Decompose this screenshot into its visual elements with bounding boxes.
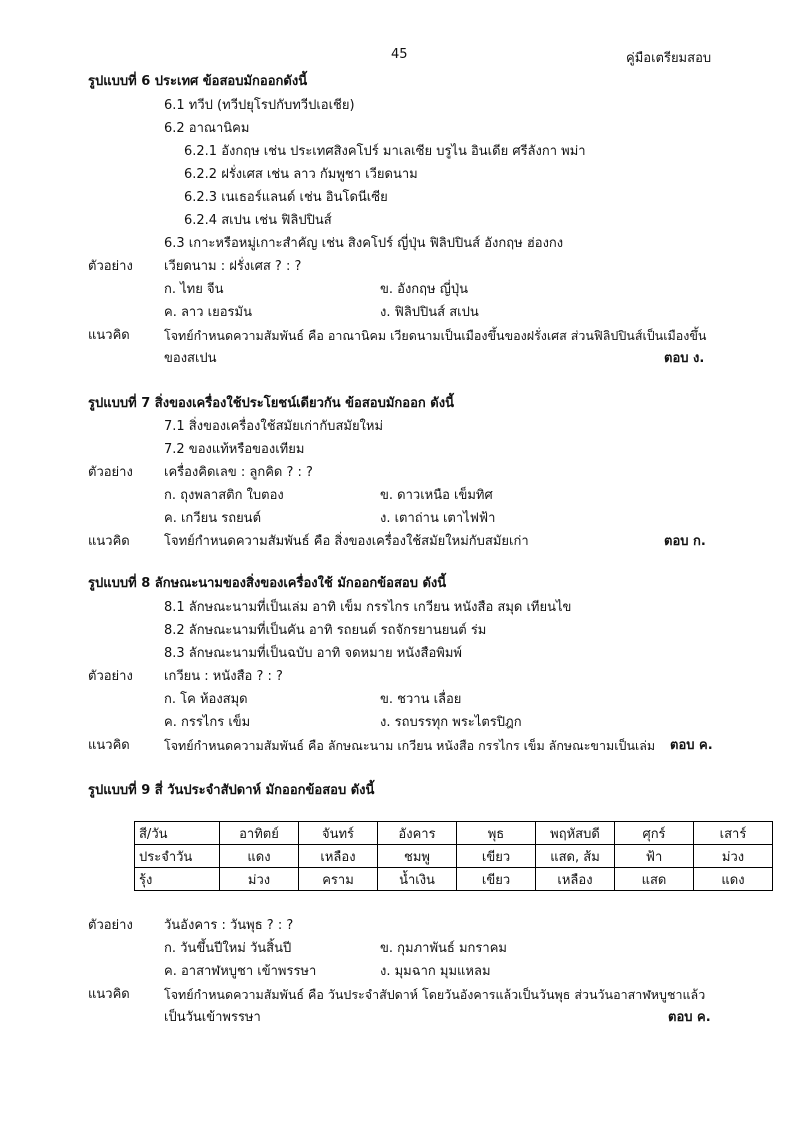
table-header-cell: อังคาร [378,822,457,845]
s6-line-2: 6.2 อาณานิคม [164,121,250,136]
s8-concept-label: แนวคิด [88,738,130,753]
s6-line-4: 6.2.2 ฝรั่งเศส เช่น ลาว กัมพูชา เวียดนาม [184,167,418,182]
s9-concept-label: แนวคิด [88,987,130,1002]
s7-line-2: 7.2 ของแท้หรือของเทียม [164,442,305,457]
s6-line-5: 6.2.3 เนเธอร์แลนด์ เช่น อินโดนีเซีย [184,190,388,205]
table-cell: ชมพู [378,845,457,868]
table-cell: เขียว [457,845,536,868]
table-cell: เหลือง [299,845,378,868]
table-cell: แสด [615,868,694,891]
s9-option-c: ค. อาสาฬหบูชา เข้าพรรษา [164,964,317,979]
s6-line-7: 6.3 เกาะหรือหมู่เกาะสำคัญ เช่น สิงคโปร์ ญี่ปุ่น ฟิลิปปินส์ อังกฤษ ฮ่องกง [164,236,564,251]
s7-concept-label: แนวคิด [88,534,130,549]
table-cell: ม่วง [694,845,773,868]
s9-option-a: ก. วันขึ้นปีใหม่ วันสิ้นปี [164,941,292,956]
section-9-title: รูปแบบที่ 9 สี่ วันประจำสัปดาห์ มักออกข้อสอบ ดังนี้ [88,783,375,798]
table-cell: ประจำวัน [135,845,220,868]
s8-option-a: ก. โค ห้องสมุด [164,692,248,707]
s8-answer: ตอบ ค. [670,738,713,753]
s6-line-6: 6.2.4 สเปน เช่น ฟิลิปปินส์ [184,213,332,228]
s9-question: วันอังคาร : วันพุธ ? : ? [164,918,294,933]
table-header-cell: อาทิตย์ [220,822,299,845]
s8-option-d: ง. รถบรรทุก พระไตรปิฎก [380,715,522,730]
s7-answer: ตอบ ก. [664,534,706,549]
s6-answer: ตอบ ง. [664,351,705,366]
section-6-title: รูปแบบที่ 6 ประเทศ ข้อสอบมักออกดังนี้ [88,74,308,89]
s8-example-label: ตัวอย่าง [88,669,133,684]
s6-example-label: ตัวอย่าง [88,259,133,274]
s6-concept-line-2: ของสเปน [164,351,217,366]
table-cell: ฟ้า [615,845,694,868]
s6-option-c: ค. ลาว เยอรมัน [164,305,252,320]
s7-question: เครื่องคิดเลข : ลูกคิด ? : ? [164,465,313,480]
s8-line-3: 8.3 ลักษณะนามที่เป็นฉบับ อาทิ จดหมาย หนังสือพิมพ์ [164,646,462,661]
page-number: 45 [391,47,408,62]
s7-option-a: ก. ถุงพลาสติก ใบตอง [164,488,284,503]
s9-concept-line-2: เป็นวันเข้าพรรษา [164,1010,261,1025]
s9-answer: ตอบ ค. [668,1010,711,1025]
table-row [135,845,773,868]
s7-concept-line-1: โจทย์กำหนดความสัมพันธ์ คือ สิ่งของเครื่องใช้สมัยใหม่กับสมัยเก่า [164,534,529,549]
table-cell: แดง [220,845,299,868]
table-cell: น้ำเงิน [378,868,457,891]
s7-example-label: ตัวอย่าง [88,465,133,480]
s6-option-b: ข. อังกฤษ ญี่ปุ่น [380,282,468,297]
s8-concept-line-1: โจทย์กำหนดความสัมพันธ์ คือ ลักษณะนาม เกวียน หนังสือ กรรไกร เข็ม ลักษณะขามเป็นเล่ม [164,738,656,753]
table-header-cell: จันทร์ [299,822,378,845]
s7-option-d: ง. เตาถ่าน เตาไฟฟ้า [380,511,496,526]
table-header-row [135,822,773,845]
s7-option-c: ค. เกวียน รถยนต์ [164,511,262,526]
s7-option-b: ข. ดาวเหนือ เข็มทิศ [380,488,493,503]
s8-option-b: ข. ชวาน เลื่อย [380,692,462,707]
table-header-cell: พุธ [457,822,536,845]
table-cell: เหลือง [536,868,615,891]
s6-concept-line-1: โจทย์กำหนดความสัมพันธ์ คือ อาณานิคม เวียดนามเป็นเมืองขึ้นของฝรั่งเศส ส่วนฟิลิปปินส์เป็นเมืองขึ้น [164,328,707,343]
s7-line-1: 7.1 สิ่งของเครื่องใช้สมัยเก่ากับสมัยใหม่ [164,419,384,434]
table-row [135,868,773,891]
table-cell: เขียว [457,868,536,891]
s6-question: เวียดนาม : ฝรั่งเศส ? : ? [164,259,302,274]
table-cell: แสด, ส้ม [536,845,615,868]
table-cell: ม่วง [220,868,299,891]
weekday-color-table [134,821,773,891]
s8-line-1: 8.1 ลักษณะนามที่เป็นเล่ม อาทิ เข็ม กรรไกร เกวียน หนังสือ สมุด เทียนไข [164,600,572,615]
section-8-title: รูปแบบที่ 8 ลักษณะนามของสิ่งของเครื่องใช้ มักออกข้อสอบ ดังนี้ [88,576,447,591]
s8-option-c: ค. กรรไกร เข็ม [164,715,251,730]
table-header-cell: พฤหัสบดี [536,822,615,845]
s8-question: เกวียน : หนังสือ ? : ? [164,669,283,684]
table-header-cell: ศุกร์ [615,822,694,845]
book-title: คู่มือเตรียมสอบ [626,51,712,66]
s6-line-3: 6.2.1 อังกฤษ เช่น ประเทศสิงคโปร์ มาเลเซีย บรูไน อินเดีย ศรีลังกา พม่า [184,144,586,159]
s6-option-d: ง. ฟิลิปปินส์ สเปน [380,305,479,320]
s6-line-1: 6.1 ทวีป (ทวีปยุโรปกับทวีปเอเชีย) [164,98,355,113]
s9-example-label: ตัวอย่าง [88,918,133,933]
s9-concept-line-1: โจทย์กำหนดความสัมพันธ์ คือ วันประจำสัปดาห์ โดยวันอังคารแล้วเป็นวันพุธ ส่วนวันอาสาฬหบูชาแล้ว [164,987,706,1002]
s6-option-a: ก. ไทย จีน [164,282,224,297]
table-cell: คราม [299,868,378,891]
s9-option-b: ข. กุมภาพันธ์ มกราคม [380,941,507,956]
s8-line-2: 8.2 ลักษณะนามที่เป็นคัน อาทิ รถยนต์ รถจักรยานยนต์ ร่ม [164,623,487,638]
table-header-cell: เสาร์ [694,822,773,845]
section-7-title: รูปแบบที่ 7 สิ่งของเครื่องใช้ประโยชน์เดียวกัน ข้อสอบมักออก ดังนี้ [88,396,454,411]
table-header-cell: สี/วัน [135,822,220,845]
table-cell: แดง [694,868,773,891]
s9-option-d: ง. มุมฉาก มุมแหลม [380,964,491,979]
table-cell: รุ้ง [135,868,220,891]
s6-concept-label: แนวคิด [88,328,130,343]
